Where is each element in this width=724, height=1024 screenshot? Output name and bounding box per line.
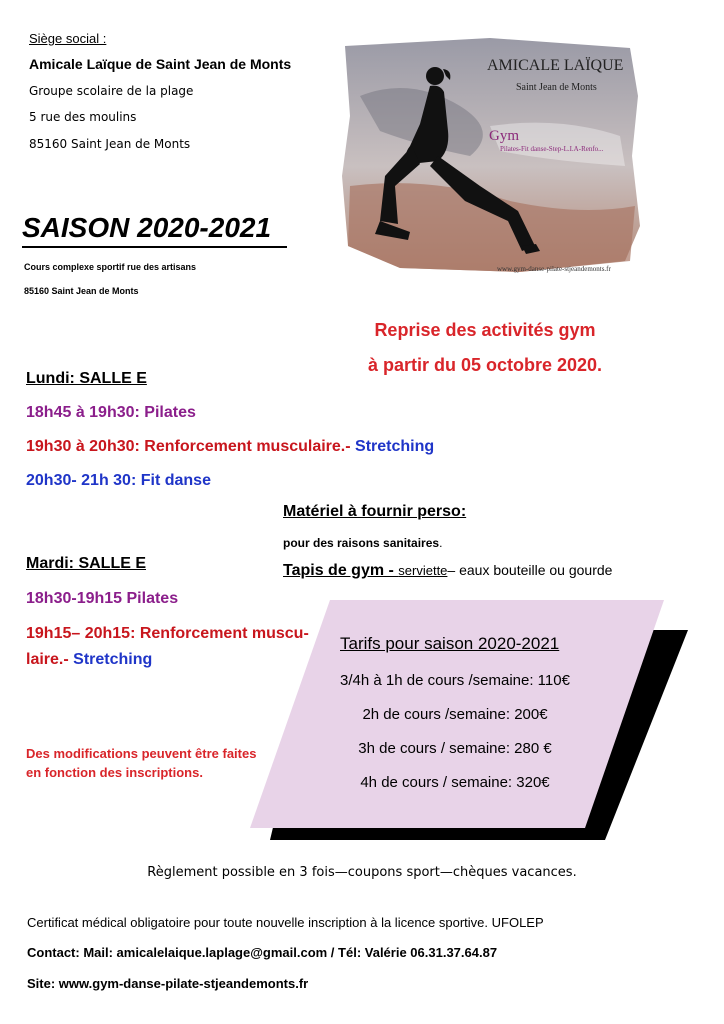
tarif-line: 4h de cours / semaine: 320€ bbox=[360, 774, 550, 791]
tuesday-slot-renfo: 19h15– 20h15: Renforcement muscu- bbox=[26, 625, 309, 642]
siege-label: Siège social : bbox=[29, 31, 107, 46]
banner-url: www.gym-danse-pilate-stjeandemonts.fr bbox=[497, 265, 611, 273]
reprise-line: Reprise des activités gym bbox=[374, 320, 596, 340]
monday-slot-renfo-text: 19h30 à 20h30: Renforcement musculaire.- bbox=[26, 438, 356, 455]
banner-title: AMICALE LAÏQUE bbox=[487, 57, 624, 74]
materiel-serviette: serviette bbox=[398, 563, 448, 578]
materiel-subtitle bbox=[283, 536, 442, 550]
venue-line: Cours complexe sportif rue des artisans bbox=[24, 262, 197, 272]
season-title: SAISON 2020-2021 bbox=[22, 212, 272, 243]
certificat-note: Certificat médical obligatoire pour toute nouvelle inscription à la licence sportive. UFOLEP bbox=[27, 915, 544, 930]
modifications-line: en fonction des inscriptions. bbox=[26, 765, 203, 780]
address-line: 85160 Saint Jean de Monts bbox=[29, 137, 191, 151]
reprise-line: à partir du 05 octobre 2020. bbox=[367, 355, 603, 375]
season-underline bbox=[22, 246, 287, 248]
banner-gym-activities: Pilates-Fit danse-Step-L.I.A-Renfo... bbox=[500, 145, 604, 153]
banner-subtitle: Saint Jean de Monts bbox=[516, 82, 597, 93]
materiel-rest: – eaux bouteille ou gourde bbox=[447, 562, 613, 578]
tuesday-slot-renfo-cont bbox=[26, 651, 152, 669]
monday-title: Lundi: SALLE E bbox=[26, 370, 147, 387]
tarif-line: 2h de cours /semaine: 200€ bbox=[362, 706, 548, 723]
venue-line: 85160 Saint Jean de Monts bbox=[24, 286, 139, 296]
address-line: Groupe scolaire de la plage bbox=[29, 84, 194, 98]
site-line: Site: www.gym-danse-pilate-stjeandemonts.fr bbox=[27, 976, 309, 991]
materiel-tapis: Tapis de gym - bbox=[283, 562, 399, 579]
monday-slot-pilates: 18h45 à 19h30: Pilates bbox=[26, 404, 196, 421]
materiel-subtitle-text: pour des raisons sanitaires bbox=[283, 536, 440, 550]
tuesday-slot-pilates: 18h30-19h15 Pilates bbox=[26, 590, 179, 607]
monday-slot-fitdanse: 20h30- 21h 30: Fit danse bbox=[26, 472, 211, 489]
modifications-line: Des modifications peuvent être faites bbox=[26, 746, 257, 761]
tarif-line: 3/4h à 1h de cours /semaine: 110€ bbox=[340, 672, 570, 689]
modifications-note bbox=[26, 744, 256, 782]
monday-slot-renfo bbox=[26, 438, 434, 456]
org-name: Amicale Laïque de Saint Jean de Monts bbox=[29, 56, 292, 72]
materiel-items bbox=[283, 562, 612, 580]
tarif-line: 3h de cours / semaine: 280 € bbox=[358, 740, 552, 757]
tuesday-title: Mardi: SALLE E bbox=[26, 555, 147, 572]
tuesday-slot-stretching: Stretching bbox=[73, 651, 153, 668]
contact-line: Contact: Mail: amicalelaique.laplage@gmail.com / Tél: Valérie 06.31.37.64.87 bbox=[27, 945, 498, 960]
address-line: 5 rue des moulins bbox=[29, 110, 137, 124]
tarif-title: Tarifs pour saison 2020-2021 bbox=[340, 634, 560, 653]
materiel-title: Matériel à fournir perso: bbox=[283, 503, 467, 520]
monday-slot-stretching: Stretching bbox=[355, 438, 435, 455]
materiel-subtitle-end: . bbox=[439, 536, 443, 550]
banner-gym: Gym bbox=[489, 128, 519, 144]
tuesday-slot-renfo-text: laire.- bbox=[26, 651, 74, 668]
reglement-note: Règlement possible en 3 fois—coupons sport—chèques vacances. bbox=[147, 865, 577, 880]
